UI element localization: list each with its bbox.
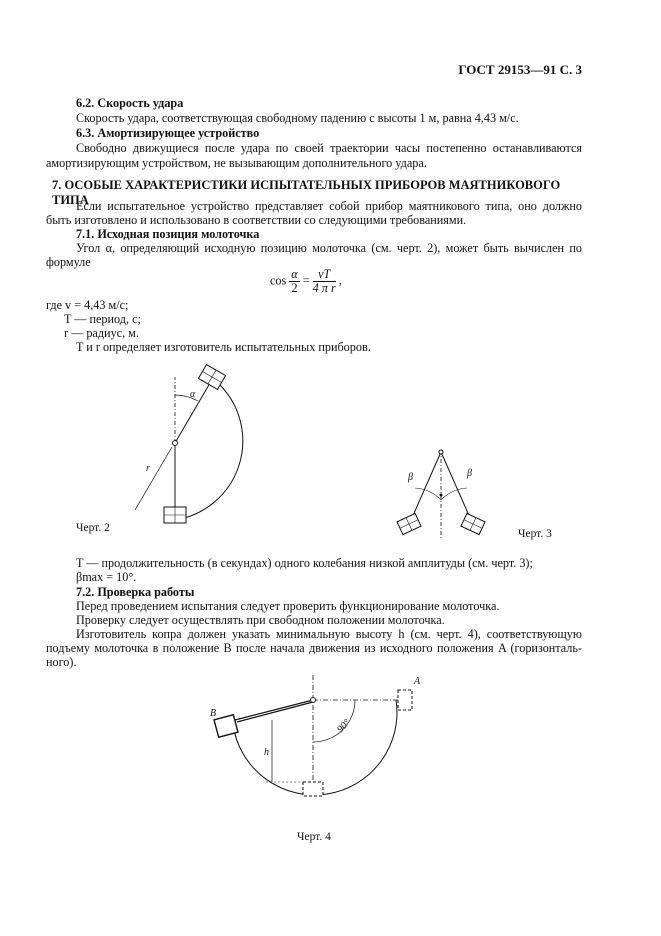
- figure-2-caption: Черт. 2: [76, 522, 110, 534]
- page-header: ГОСТ 29153—91 С. 3: [458, 62, 582, 77]
- fig4-B-label: B: [210, 708, 217, 719]
- formula-cos: cos: [270, 273, 287, 288]
- section-7-1-text-line2: формуле: [46, 255, 91, 269]
- section-7-1-title: 7.1. Исходная позиция молоточка: [76, 227, 260, 241]
- section-7-text-line1: Если испытательное устройство представляет собой прибор маятникового типа, оно должно: [76, 199, 582, 213]
- maker-note: T и r определяет изготовитель испытательных приборов.: [76, 340, 371, 354]
- section-6-3-title: 6.3. Амортизирующее устройство: [76, 126, 260, 140]
- section-6-3-text-line1: Свободно движущиеся после удара по своей траектории часы постепенно останавливаются: [76, 141, 582, 155]
- section-6-2-title: 6.2. Скорость удара: [76, 96, 184, 110]
- alpha-formula: [270, 268, 390, 298]
- figure-4-pendulum: [200, 670, 430, 810]
- section-7-2-title: 7.2. Проверка работы: [76, 585, 195, 599]
- beta-max: βmax = 10°.: [76, 570, 137, 584]
- formula-eq: =: [302, 273, 310, 288]
- figure-2-pendulum: [110, 355, 270, 535]
- formula-main-den: 4 π r: [312, 281, 336, 295]
- formula-alpha-fraction: [289, 268, 299, 295]
- where-T: T — период, с;: [64, 312, 141, 326]
- formula-main-num: vT: [313, 268, 336, 282]
- formula-alpha-num: α: [291, 267, 298, 281]
- fig3-beta-left: β: [408, 472, 413, 483]
- section-7-2-p2: Проверку следует осуществлять при свободном положении молоточка.: [76, 613, 445, 627]
- fig4-h-label: h: [264, 747, 269, 758]
- section-6-2-text: Скорость удара, соответствующая свободному падению с высоты 1 м, равна 4,43 м/с.: [76, 111, 519, 125]
- section-7-2-p3-line2: подъему молоточка в положение B после начала движения из исходного положения A (горизонталь-: [46, 641, 582, 655]
- T-definition: T — продолжительность (в секундах) одного колебания низкой амплитуды (см. черт. 3);: [76, 556, 533, 570]
- section-7-2-p1: Перед проведением испытания следует проверить функционирование молоточка.: [76, 599, 500, 613]
- fig3-beta-right: β: [467, 468, 472, 479]
- fig4-angle-label: 90°: [335, 717, 353, 736]
- where-r: r — радиус, м.: [64, 326, 139, 340]
- fig4-A-label: A: [414, 676, 421, 687]
- section-7-2-p3-line3: ного).: [46, 655, 77, 669]
- formula-tail: ,: [338, 273, 342, 288]
- where-v: где v = 4,43 м/с;: [46, 298, 129, 312]
- figure-3-caption: Черт. 3: [518, 528, 552, 540]
- figure-4-caption: Черт. 4: [297, 831, 331, 843]
- formula-alpha-den: 2: [291, 281, 298, 295]
- section-7-text-line2: быть изготовлено и использовано в соответствии со следующими требованиями.: [46, 213, 467, 227]
- fig2-alpha-label: α: [190, 389, 196, 400]
- section-6-3-text-line2: амортизирующим устройством, не вызывающим дополнительного удара.: [46, 156, 427, 170]
- formula-main-fraction: [313, 268, 336, 295]
- section-7-1-text-line1: Угол α, определяющий исходную позицию молоточка (см. черт. 2), может быть вычислен по: [76, 241, 582, 255]
- section-7-title: 7. ОСОБЫЕ ХАРАКТЕРИСТИКИ ИСПЫТАТЕЛЬНЫХ ПРИБОРОВ МАЯТНИКОВОГО ТИПА: [52, 178, 561, 207]
- section-7-2-p3-line1: Изготовитель копра должен указать минимальную высоту h (см. черт. 4), соответствующую: [76, 627, 582, 641]
- figure-3-pendulum: [395, 440, 495, 540]
- fig2-r-label: r: [146, 463, 150, 474]
